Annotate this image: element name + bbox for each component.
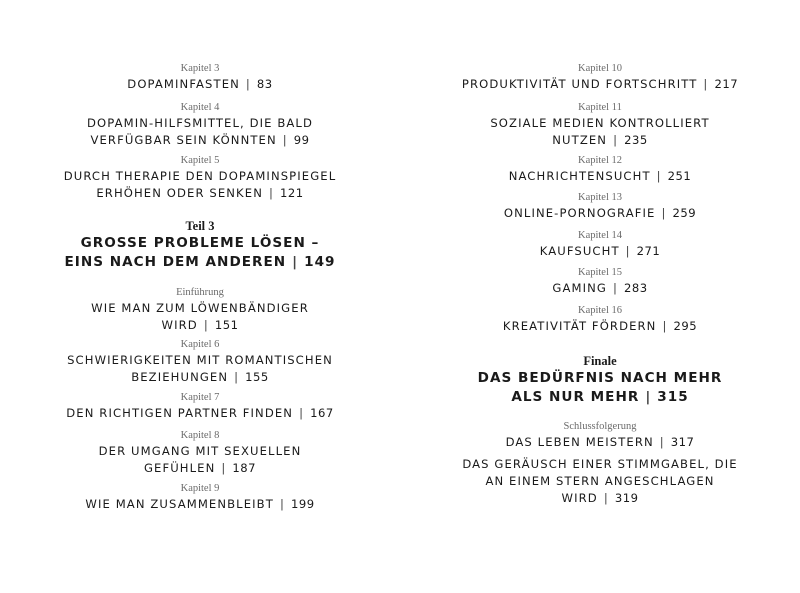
- separator: |: [603, 491, 609, 505]
- chapter-label: Kapitel 10: [577, 63, 623, 74]
- chapter-title-text: GEFÜHLEN: [143, 461, 216, 475]
- chapter-label: Kapitel 5: [180, 155, 220, 166]
- page-number: 151: [214, 318, 239, 332]
- toc-entry-schlussfolgerung: [400, 420, 800, 451]
- chapter-label: Kapitel 15: [577, 267, 623, 278]
- toc-entry-stimmgabel: [400, 456, 800, 507]
- chapter-title-text: WIE MAN ZUSAMMENBLEIBT: [85, 497, 274, 511]
- chapter-label: Kapitel 14: [577, 230, 623, 241]
- chapter-title-line-2: [0, 185, 400, 202]
- chapter-title-text: VERFÜGBAR SEIN KÖNNTEN: [90, 133, 277, 147]
- part-title-line-1: DAS BEDÜRFNIS NACH MEHR: [477, 370, 723, 386]
- chapter-title-text: PRODUKTIVITÄT UND FORTSCHRITT: [461, 77, 698, 91]
- chapter-label: Kapitel 11: [578, 102, 622, 113]
- page-number: 295: [673, 319, 698, 333]
- chapter-title-text: DEN RICHTIGEN PARTNER FINDEN: [66, 406, 294, 420]
- chapter-title-text: WIRD: [561, 491, 598, 505]
- toc-entry-kapitel-14: [400, 229, 800, 260]
- page-number: 283: [623, 281, 648, 295]
- separator: |: [279, 497, 285, 511]
- chapter-label: Kapitel 3: [180, 63, 220, 74]
- chapter-title: [400, 205, 800, 222]
- part-title-text: EINS NACH DEM ANDEREN: [64, 254, 287, 270]
- part-title-text: ALS NUR MEHR: [511, 389, 640, 405]
- chapter-title-line-2: [0, 317, 400, 334]
- chapter-label: Kapitel 9: [180, 483, 220, 494]
- part-title-line-2: [400, 388, 800, 407]
- chapter-title-text: ERHÖHEN ODER SENKEN: [96, 186, 263, 200]
- toc-entry-kapitel-8: [0, 429, 400, 477]
- separator: |: [625, 244, 631, 258]
- chapter-title-line-1: DAS GERÄUSCH EINER STIMMGABEL, DIE: [462, 457, 738, 471]
- chapter-label: Kapitel 4: [180, 102, 220, 113]
- chapter-title: [400, 243, 800, 260]
- separator: |: [659, 435, 665, 449]
- chapter-label: Kapitel 8: [180, 430, 220, 441]
- page-number: 121: [279, 186, 304, 200]
- toc-entry-kapitel-16: [400, 304, 800, 335]
- chapter-title-line-2: AN EINEM STERN ANGESCHLAGEN: [485, 474, 715, 488]
- chapter-title-text: DOPAMINFASTEN: [127, 77, 240, 91]
- chapter-title-line-2: [0, 132, 400, 149]
- chapter-title-line-1: DOPAMIN-HILFSMITTEL, DIE BALD: [87, 116, 313, 130]
- separator: |: [299, 406, 305, 420]
- toc-entry-kapitel-3: [0, 62, 400, 93]
- chapter-title-line-2: [400, 132, 800, 149]
- toc-entry-kapitel-12: [400, 154, 800, 185]
- chapter-title-text: NACHRICHTENSUCHT: [508, 169, 651, 183]
- page-number: 235: [624, 133, 648, 147]
- toc-entry-teil-3: [0, 218, 400, 272]
- part-title-line-2: [0, 253, 400, 272]
- separator: |: [234, 370, 240, 384]
- chapter-title-text: ONLINE-PORNOGRAFIE: [503, 206, 656, 220]
- separator: |: [282, 133, 288, 147]
- chapter-title: [400, 76, 800, 93]
- chapter-title-text: NUTZEN: [552, 133, 608, 147]
- chapter-title: [400, 168, 800, 185]
- separator: |: [662, 319, 668, 333]
- chapter-title-line-3: [400, 490, 800, 507]
- page-number: 317: [670, 435, 695, 449]
- right-page: [400, 0, 800, 593]
- chapter-title-text: BEZIEHUNGEN: [131, 370, 229, 384]
- chapter-title: [0, 76, 400, 93]
- separator: |: [268, 186, 274, 200]
- chapter-label: Kapitel 6: [180, 339, 220, 350]
- page-number: 99: [293, 133, 310, 147]
- part-label: Teil 3: [185, 219, 215, 233]
- toc-entry-kapitel-5: [0, 154, 400, 202]
- chapter-title-line-1: WIE MAN ZUM LÖWENBÄNDIGER: [91, 301, 309, 315]
- page-number: 315: [657, 389, 689, 405]
- separator: |: [656, 169, 662, 183]
- separator: |: [661, 206, 667, 220]
- page-number: 217: [714, 77, 739, 91]
- chapter-label: Kapitel 7: [180, 392, 220, 403]
- separator: |: [645, 389, 652, 405]
- chapter-title-line-1: SOZIALE MEDIEN KONTROLLIERT: [490, 116, 710, 130]
- chapter-title-line-2: [0, 369, 400, 386]
- toc-entry-kapitel-9: [0, 482, 400, 513]
- page-number: 251: [667, 169, 692, 183]
- separator: |: [612, 281, 618, 295]
- chapter-title-line-1: SCHWIERIGKEITEN MIT ROMANTISCHEN: [67, 353, 333, 367]
- chapter-title: [0, 405, 400, 422]
- chapter-title-line-1: DER UMGANG MIT SEXUELLEN: [98, 444, 302, 458]
- page-number: 187: [232, 461, 257, 475]
- toc-entry-kapitel-15: [400, 266, 800, 297]
- separator: |: [245, 77, 251, 91]
- chapter-label: Einführung: [176, 287, 224, 298]
- chapter-title-line-1: DURCH THERAPIE DEN DOPAMINSPIEGEL: [63, 169, 337, 183]
- separator: |: [203, 318, 209, 332]
- chapter-label: Kapitel 16: [577, 305, 623, 316]
- chapter-title: [400, 318, 800, 335]
- chapter-title: [400, 280, 800, 297]
- page-number: 167: [310, 406, 334, 420]
- page-number: 271: [636, 244, 661, 258]
- chapter-title-line-2: [0, 460, 400, 477]
- chapter-title-text: DAS LEBEN MEISTERN: [505, 435, 654, 449]
- separator: |: [703, 77, 709, 91]
- chapter-title: [400, 434, 800, 451]
- separator: |: [221, 461, 227, 475]
- toc-entry-kapitel-7: [0, 391, 400, 422]
- separator: |: [292, 254, 299, 270]
- page-number: 319: [614, 491, 639, 505]
- chapter-label: Kapitel 12: [577, 155, 623, 166]
- part-label: Finale: [583, 354, 617, 368]
- toc-entry-kapitel-13: [400, 191, 800, 222]
- chapter-title-text: GAMING: [552, 281, 607, 295]
- chapter-title-text: KREATIVITÄT FÖRDERN: [502, 319, 657, 333]
- chapter-title-text: WIRD: [161, 318, 198, 332]
- part-title-line-1: GROSSE PROBLEME LÖSEN –: [80, 235, 320, 251]
- page-number: 155: [245, 370, 269, 384]
- toc-entry-kapitel-6: [0, 338, 400, 386]
- page-number: 83: [256, 77, 273, 91]
- separator: |: [613, 133, 619, 147]
- page-number: 149: [304, 254, 336, 270]
- page-number: 199: [290, 497, 315, 511]
- toc-entry-kapitel-4: [0, 101, 400, 149]
- toc-entry-einfuehrung: [0, 286, 400, 334]
- chapter-label: Kapitel 13: [577, 192, 623, 203]
- toc-entry-kapitel-11: [400, 101, 800, 149]
- page-number: 259: [672, 206, 697, 220]
- chapter-title: [0, 496, 400, 513]
- toc-entry-kapitel-10: [400, 62, 800, 93]
- toc-entry-finale: [400, 353, 800, 407]
- chapter-title-text: KAUFSUCHT: [539, 244, 620, 258]
- chapter-label: Schlussfolgerung: [563, 421, 637, 432]
